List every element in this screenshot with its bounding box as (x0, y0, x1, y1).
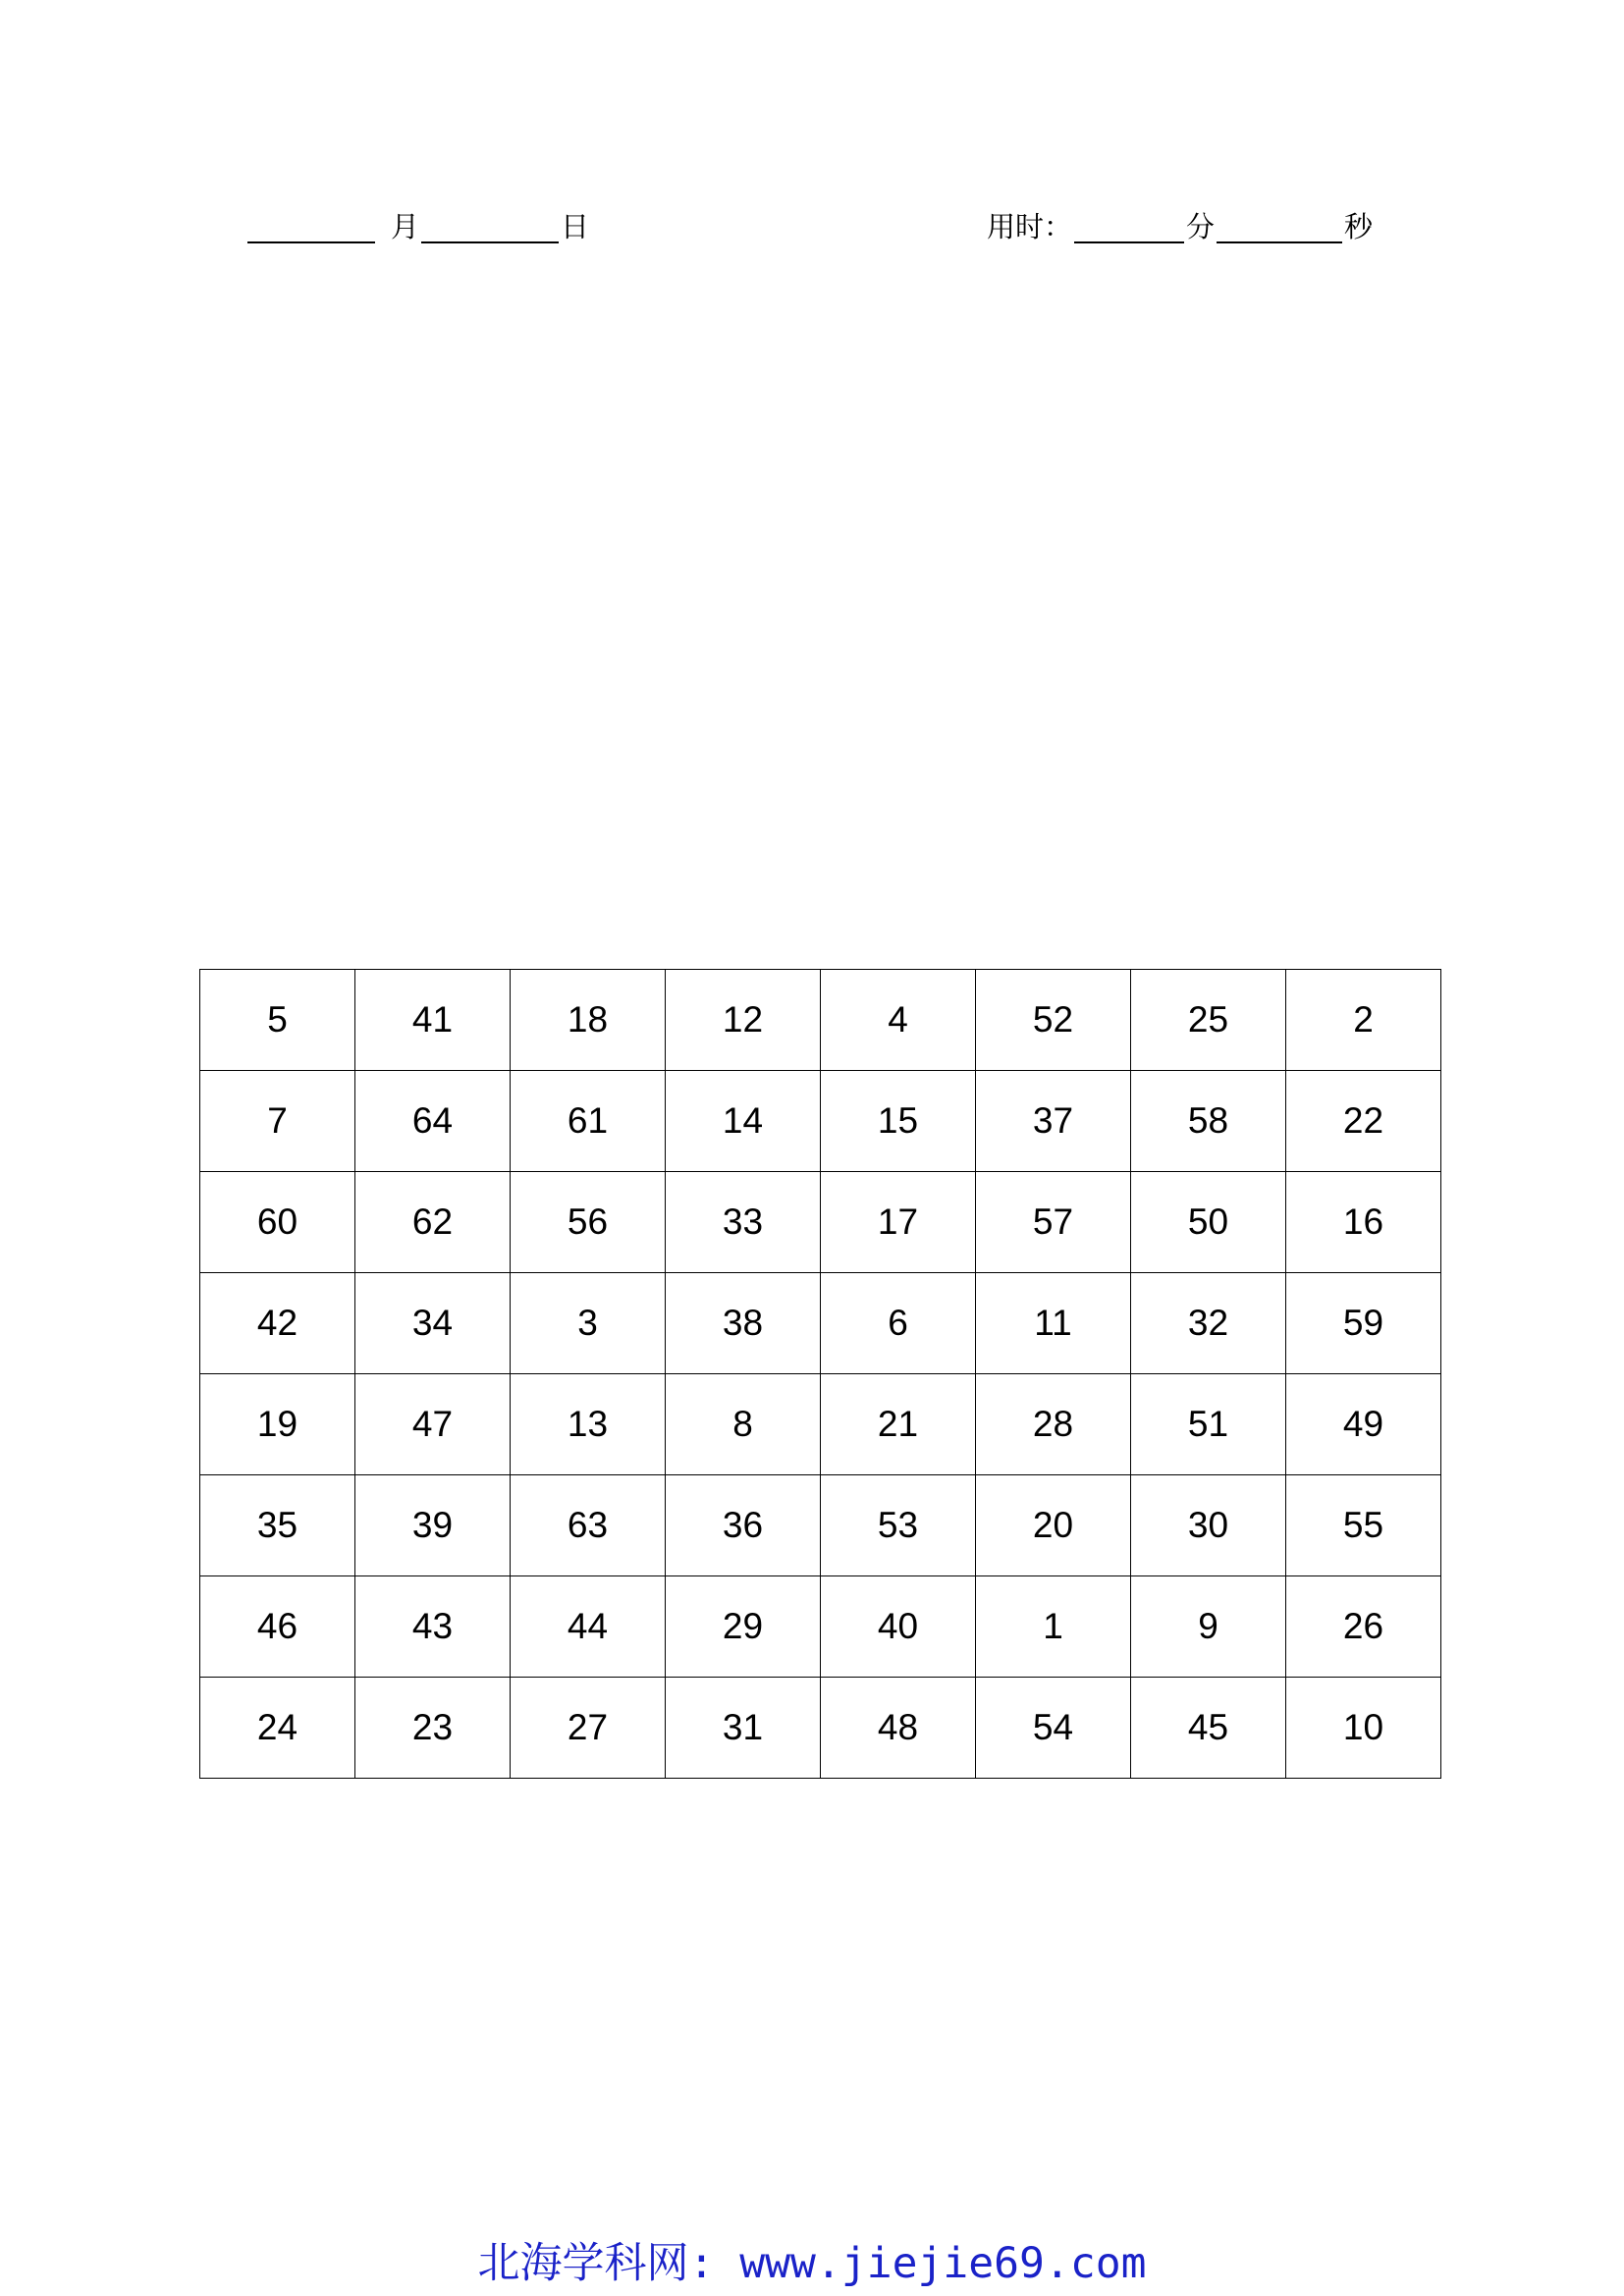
second-blank[interactable] (1217, 206, 1342, 243)
grid-cell[interactable]: 13 (511, 1374, 666, 1475)
grid-cell[interactable]: 36 (666, 1475, 821, 1576)
grid-cell[interactable]: 31 (666, 1678, 821, 1779)
grid-cell[interactable]: 51 (1131, 1374, 1286, 1475)
grid-cell[interactable]: 1 (976, 1576, 1131, 1678)
month-label: 月 (391, 210, 420, 243)
grid-cell[interactable]: 2 (1286, 970, 1441, 1071)
grid-cell[interactable]: 12 (666, 970, 821, 1071)
grid-cell[interactable]: 45 (1131, 1678, 1286, 1779)
grid-cell[interactable]: 54 (976, 1678, 1131, 1779)
grid-cell[interactable]: 18 (511, 970, 666, 1071)
time-label: 用时： (987, 210, 1073, 243)
grid-cell[interactable]: 59 (1286, 1273, 1441, 1374)
grid-cell[interactable]: 24 (200, 1678, 355, 1779)
grid-cell[interactable]: 35 (200, 1475, 355, 1576)
grid-cell[interactable]: 61 (511, 1071, 666, 1172)
grid-cell[interactable]: 25 (1131, 970, 1286, 1071)
grid-cell[interactable]: 26 (1286, 1576, 1441, 1678)
grid-cell[interactable]: 64 (355, 1071, 511, 1172)
minute-blank[interactable] (1074, 206, 1184, 243)
grid-cell[interactable]: 44 (511, 1576, 666, 1678)
grid-cell[interactable]: 29 (666, 1576, 821, 1678)
grid-cell[interactable]: 57 (976, 1172, 1131, 1273)
grid-cell[interactable]: 3 (511, 1273, 666, 1374)
grid-cell[interactable]: 34 (355, 1273, 511, 1374)
grid-cell[interactable]: 11 (976, 1273, 1131, 1374)
grid-cell[interactable]: 55 (1286, 1475, 1441, 1576)
grid-cell[interactable]: 58 (1131, 1071, 1286, 1172)
grid-row (200, 1576, 1441, 1678)
grid-cell[interactable]: 50 (1131, 1172, 1286, 1273)
footer-watermark: 北海学科网: www.jiejie69.com (477, 2239, 1147, 2288)
grid-cell[interactable]: 53 (821, 1475, 976, 1576)
grid-cell[interactable]: 60 (200, 1172, 355, 1273)
grid-cell[interactable]: 33 (666, 1172, 821, 1273)
grid-cell[interactable]: 43 (355, 1576, 511, 1678)
grid-row (200, 1678, 1441, 1779)
grid-cell[interactable]: 7 (200, 1071, 355, 1172)
grid-cell[interactable]: 8 (666, 1374, 821, 1475)
grid-cell[interactable]: 15 (821, 1071, 976, 1172)
grid-cell[interactable]: 19 (200, 1374, 355, 1475)
grid-cell[interactable]: 39 (355, 1475, 511, 1576)
grid-row (200, 970, 1441, 1071)
time-line (987, 196, 1373, 243)
grid-cell[interactable]: 17 (821, 1172, 976, 1273)
grid-cell[interactable]: 37 (976, 1071, 1131, 1172)
number-grid-body (200, 970, 1441, 1779)
grid-cell[interactable]: 22 (1286, 1071, 1441, 1172)
grid-cell[interactable]: 47 (355, 1374, 511, 1475)
month-blank[interactable] (247, 206, 375, 243)
grid-cell[interactable]: 49 (1286, 1374, 1441, 1475)
grid-row (200, 1172, 1441, 1273)
grid-row (200, 1374, 1441, 1475)
grid-row (200, 1273, 1441, 1374)
grid-cell[interactable]: 27 (511, 1678, 666, 1779)
grid-cell[interactable]: 30 (1131, 1475, 1286, 1576)
grid-cell[interactable]: 38 (666, 1273, 821, 1374)
grid-cell[interactable]: 62 (355, 1172, 511, 1273)
grid-cell[interactable]: 10 (1286, 1678, 1441, 1779)
grid-cell[interactable]: 14 (666, 1071, 821, 1172)
grid-cell[interactable]: 16 (1286, 1172, 1441, 1273)
grid-cell[interactable]: 52 (976, 970, 1131, 1071)
grid-cell[interactable]: 40 (821, 1576, 976, 1678)
grid-cell[interactable]: 46 (200, 1576, 355, 1678)
grid-cell[interactable]: 48 (821, 1678, 976, 1779)
second-label: 秒 (1344, 210, 1374, 243)
number-grid (199, 969, 1441, 1779)
date-line (245, 196, 589, 243)
grid-cell[interactable]: 42 (200, 1273, 355, 1374)
grid-row (200, 1475, 1441, 1576)
grid-cell[interactable]: 32 (1131, 1273, 1286, 1374)
day-blank[interactable] (421, 206, 559, 243)
grid-cell[interactable]: 5 (200, 970, 355, 1071)
grid-cell[interactable]: 56 (511, 1172, 666, 1273)
grid-row (200, 1071, 1441, 1172)
grid-cell[interactable]: 4 (821, 970, 976, 1071)
grid-cell[interactable]: 9 (1131, 1576, 1286, 1678)
grid-cell[interactable]: 6 (821, 1273, 976, 1374)
grid-cell[interactable]: 63 (511, 1475, 666, 1576)
grid-cell[interactable]: 23 (355, 1678, 511, 1779)
day-label: 日 (561, 210, 590, 243)
minute-label: 分 (1186, 210, 1216, 243)
grid-cell[interactable]: 41 (355, 970, 511, 1071)
grid-cell[interactable]: 21 (821, 1374, 976, 1475)
grid-cell[interactable]: 20 (976, 1475, 1131, 1576)
grid-cell[interactable]: 28 (976, 1374, 1131, 1475)
